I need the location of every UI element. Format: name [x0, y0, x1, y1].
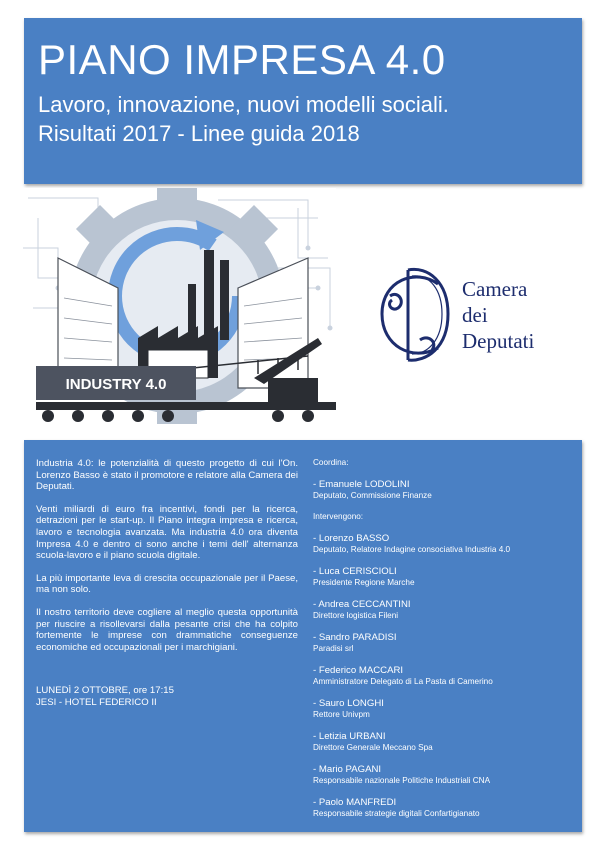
speaker-role: Paradisi srl	[313, 644, 354, 653]
speaker-name: - Emanuele LODOLINI	[313, 479, 410, 490]
logo-line-1: Camera	[462, 277, 528, 301]
speaker-name: - Luca CERISCIOLI	[313, 566, 397, 577]
speaker-name: - Letizia URBANI	[313, 731, 386, 742]
factory-gear-icon	[18, 188, 336, 440]
speaker-entry	[313, 632, 573, 654]
industry-label: INDUSTRY 4.0	[65, 376, 167, 393]
intro-paragraph-4: Il nostro territorio deve cogliere al meglio questa opportunità per riuscire a risollevarsi dalla pesante crisi che ha colpito fortemente le imprese con drammatiche conseguenze economiche ed occupazionali per i marchigiani.	[36, 606, 298, 653]
event-info	[36, 685, 298, 708]
program-column	[313, 458, 573, 830]
event-place: JESI - HOTEL FEDERICO II	[36, 696, 157, 708]
speaker-role: Deputato, Commissione Finanze	[313, 491, 432, 500]
camera-monogram-icon	[368, 262, 468, 372]
logo-line-2: dei	[462, 303, 488, 327]
camera-logo-text	[462, 276, 534, 354]
logo-line-3: Deputati	[462, 329, 535, 353]
speaker-name: - Mario PAGANI	[313, 764, 382, 775]
speaker-role: Deputato, Relatore Indagine consociativa Industria 4.0	[313, 545, 511, 554]
header-banner	[24, 18, 582, 184]
intro-paragraph-3: La più importante leva di crescita occupazionale per il Paese, ma non solo.	[36, 572, 298, 596]
speaker-role: Responsabile nazionale Politiche Industriali CNA	[313, 776, 491, 785]
industry-illustration	[18, 188, 336, 440]
speaker-role: Direttore Generale Meccano Spa	[313, 743, 433, 752]
speaker-entry	[313, 665, 573, 687]
speaker-entry	[313, 764, 573, 786]
intro-column	[36, 458, 298, 709]
subtitle-line-1: Lavoro, innovazione, nuovi modelli sociali.	[38, 92, 449, 117]
speaker-name: - Andrea CECCANTINI	[313, 599, 411, 610]
speaker-role: Responsabile strategie digitali Confartigianato	[313, 809, 480, 818]
speaker-name: - Sandro PARADISI	[313, 632, 397, 643]
subtitle-line-2: Risultati 2017 - Linee guida 2018	[38, 121, 360, 146]
speaker-name: - Paolo MANFREDI	[313, 797, 397, 808]
speaker-entry	[313, 599, 573, 621]
speaker-entry	[313, 797, 573, 819]
speaker-entry	[313, 533, 573, 555]
speaker-role: Presidente Regione Marche	[313, 578, 415, 587]
page-title: PIANO IMPRESA 4.0	[38, 36, 446, 83]
coordinator	[313, 479, 573, 501]
speaker-entry	[313, 566, 573, 588]
speaker-role: Amministratore Delegato di La Pasta di Camerino	[313, 677, 493, 686]
event-date: LUNEDÌ 2 OTTOBRE, ore 17:15	[36, 685, 174, 697]
speaker-role: Rettore Univpm	[313, 710, 370, 719]
intro-paragraph-1: Industria 4.0: le potenzialità di questo progetto di cui l'On. Lorenzo Basso è stato il promotore e relatore alla Camera dei Deputati.	[36, 458, 298, 493]
speakers-label: Intervengono:	[313, 512, 364, 521]
page-subtitle	[38, 90, 568, 148]
coord-label: Coordina:	[313, 458, 349, 467]
intro-paragraph-2: Venti miliardi di euro fra incentivi, fondi per la ricerca, detrazioni per le start-up. Il Piano integra impresa e ricerca, lavoro e tecnologia avanzata. Ma industria 4.0 ora diventa Impresa 4.0 e dentro ci sono anche i temi dell' alternanza scuola-lavoro e il piano scuola digitale.	[36, 503, 298, 562]
speaker-name: - Federico MACCARI	[313, 665, 404, 676]
speaker-name: - Sauro LONGHI	[313, 698, 384, 709]
speaker-role: Direttore logistica Fileni	[313, 611, 399, 620]
speaker-name: - Lorenzo BASSO	[313, 533, 390, 544]
speaker-entry	[313, 698, 573, 720]
info-panel	[24, 440, 582, 832]
speaker-entry	[313, 731, 573, 753]
